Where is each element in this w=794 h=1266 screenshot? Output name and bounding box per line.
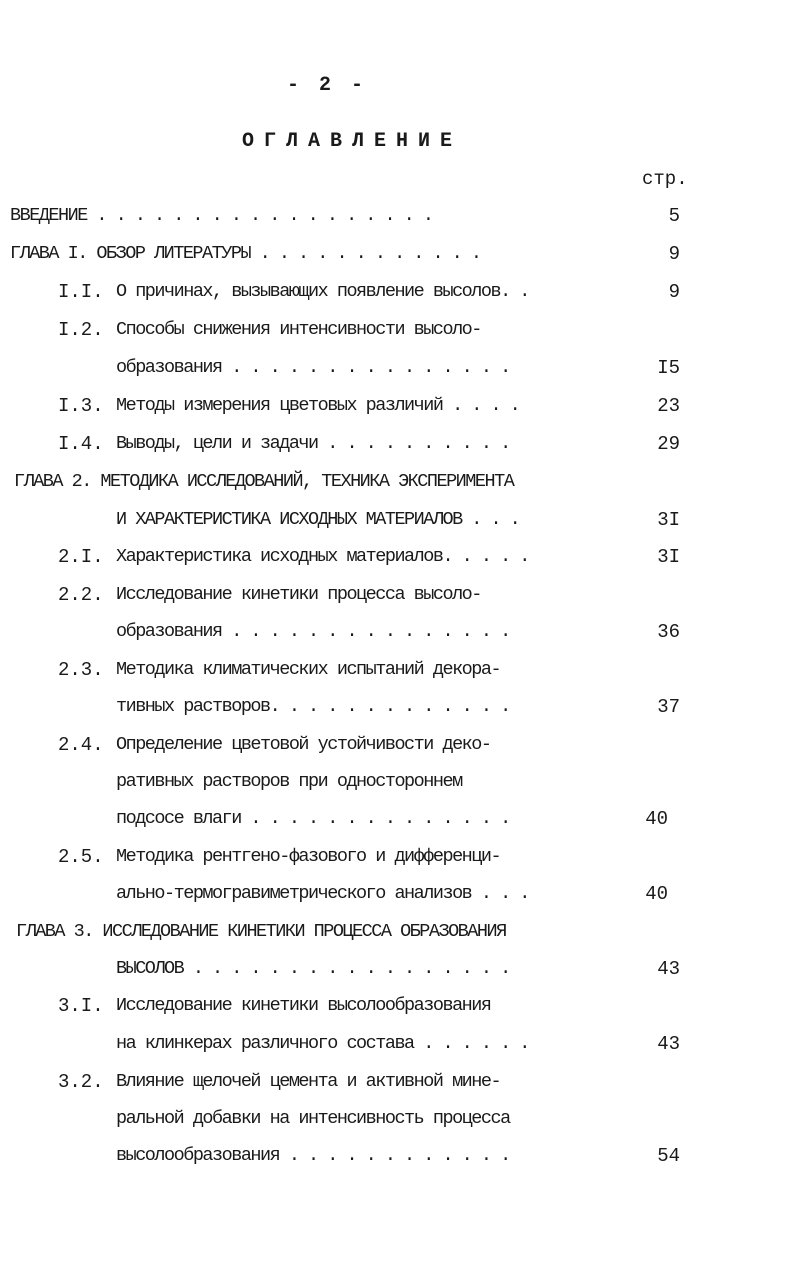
toc-entry-number: I.4. <box>58 433 104 455</box>
toc-entry <box>116 880 529 908</box>
toc-entry <box>116 992 491 1020</box>
toc-entry-number: 3.2. <box>58 1071 104 1093</box>
toc-entry-number: I.2. <box>58 319 104 341</box>
page-number: - 2 - <box>286 74 367 97</box>
toc-entry-number: 2.4. <box>58 734 104 756</box>
toc-entry-text: тивных растворов. . . . . . . . . . . . . <box>116 696 510 717</box>
toc-entry-text: ВВЕДЕНИЕ . . . . . . . . . . . . . . . . . . <box>10 205 433 226</box>
toc-entry <box>116 506 520 534</box>
toc-entry-number: 2.5. <box>58 846 104 868</box>
toc-entry-page: 54 <box>657 1145 680 1167</box>
toc-entry <box>116 316 481 344</box>
toc-entry <box>116 656 501 684</box>
toc-entry-page: 43 <box>657 958 680 980</box>
toc-entry-page: 5 <box>668 205 680 227</box>
toc-entry-number: 2.2. <box>58 584 104 606</box>
toc-entry-text: Влияние щелочей цемента и активной мине- <box>116 1071 501 1092</box>
toc-entry-number: 3.I. <box>58 995 104 1017</box>
toc-entry-text: Определение цветовой устойчивости деко- <box>116 734 491 755</box>
toc-entry-text: ГЛАВА 3. ИССЛЕДОВАНИЕ КИНЕТИКИ ПРОЦЕССА ОБРАЗОВАНИЯ <box>16 921 506 942</box>
toc-entry-number: I.3. <box>58 395 104 417</box>
toc-entry-text: И ХАРАКТЕРИСТИКА ИСХОДНЫХ МАТЕРИАЛОВ . . . <box>116 509 520 530</box>
toc-entry-text: Способы снижения интенсивности высоло- <box>116 319 481 340</box>
toc-entry-page: 9 <box>668 243 680 265</box>
toc-entry-page: 37 <box>657 696 680 718</box>
toc-entry-page: 40 <box>645 808 668 830</box>
toc-entry-text: ВЫСОЛОВ . . . . . . . . . . . . . . . . . <box>116 958 510 979</box>
toc-entry-text: Методика климатических испытаний декора- <box>116 659 501 680</box>
toc-entry <box>116 693 510 721</box>
toc-entry-text: ально-термогравиметрического анализов . . . <box>116 883 529 904</box>
toc-entry-page: 43 <box>657 1033 680 1055</box>
toc-entry <box>116 1142 510 1170</box>
toc-entry <box>116 581 481 609</box>
toc-entry <box>116 354 510 382</box>
toc-entry-number: 2.3. <box>58 659 104 681</box>
toc-entry <box>10 202 433 230</box>
toc-entry-page: 23 <box>657 395 680 417</box>
toc-entry <box>14 468 514 496</box>
toc-entry-text: Методика рентгено-фазового и дифференци- <box>116 846 501 867</box>
toc-entry <box>116 843 501 871</box>
toc-entry-text: ГЛАВА I. ОБЗОР ЛИТЕРАТУРЫ . . . . . . . . . . . . <box>10 243 481 264</box>
toc-entry-page: I5 <box>657 357 680 379</box>
toc-entry-text: ГЛАВА 2. МЕТОДИКА ИССЛЕДОВАНИЙ, ТЕХНИКА ЭКСПЕРИМЕНТА <box>14 471 514 492</box>
toc-entry <box>116 955 510 983</box>
toc-entry-text: высолообразования . . . . . . . . . . . . <box>116 1145 510 1166</box>
toc-entry-text: Характеристика исходных материалов. . . . . <box>116 546 529 567</box>
toc-entry <box>116 543 529 571</box>
toc-entry-number: 2.I. <box>58 546 104 568</box>
toc-entry-page: 36 <box>657 621 680 643</box>
toc-entry-text: Выводы, цели и задачи . . . . . . . . . . <box>116 433 510 454</box>
toc-entry <box>116 1105 510 1133</box>
toc-entry-text: ративных растворов при одностороннем <box>116 771 462 792</box>
toc-entry-text: подсосе влаги . . . . . . . . . . . . . . <box>116 808 510 829</box>
toc-entry-text: О причинах, вызывающих появление высолов. . <box>116 281 529 302</box>
toc-entry-number: I.I. <box>58 281 104 303</box>
toc-entry <box>116 1030 529 1058</box>
toc-entry-text: на клинкерах различного состава . . . . . . <box>116 1033 529 1054</box>
toc-entry <box>116 731 491 759</box>
toc-entry <box>116 618 510 646</box>
page-column-header: стр. <box>642 168 688 190</box>
toc-entry <box>116 768 462 796</box>
toc-entry <box>116 805 510 833</box>
toc-entry-page: 40 <box>645 883 668 905</box>
toc-title: ОГЛАВЛЕНИЕ <box>241 130 463 153</box>
toc-entry-text: ральной добавки на интенсивность процесса <box>116 1108 510 1129</box>
toc-entry <box>16 918 506 946</box>
toc-entry <box>116 278 529 306</box>
toc-entry-text: Исследование кинетики высолообразования <box>116 995 491 1016</box>
toc-entry-page: 9 <box>668 281 680 303</box>
toc-entry-text: Методы измерения цветовых различий . . . . <box>116 395 520 416</box>
toc-entry <box>116 392 520 420</box>
toc-entry-text: образования . . . . . . . . . . . . . . . <box>116 357 510 378</box>
toc-entry-page: 29 <box>657 433 680 455</box>
toc-entry-page: 3I <box>657 509 680 531</box>
toc-entry-text: Исследование кинетики процесса высоло- <box>116 584 481 605</box>
toc-entry-page: 3I <box>657 546 680 568</box>
toc-entry <box>116 1068 501 1096</box>
toc-entry <box>116 430 510 458</box>
toc-entry <box>10 240 481 268</box>
toc-entry-text: образования . . . . . . . . . . . . . . . <box>116 621 510 642</box>
